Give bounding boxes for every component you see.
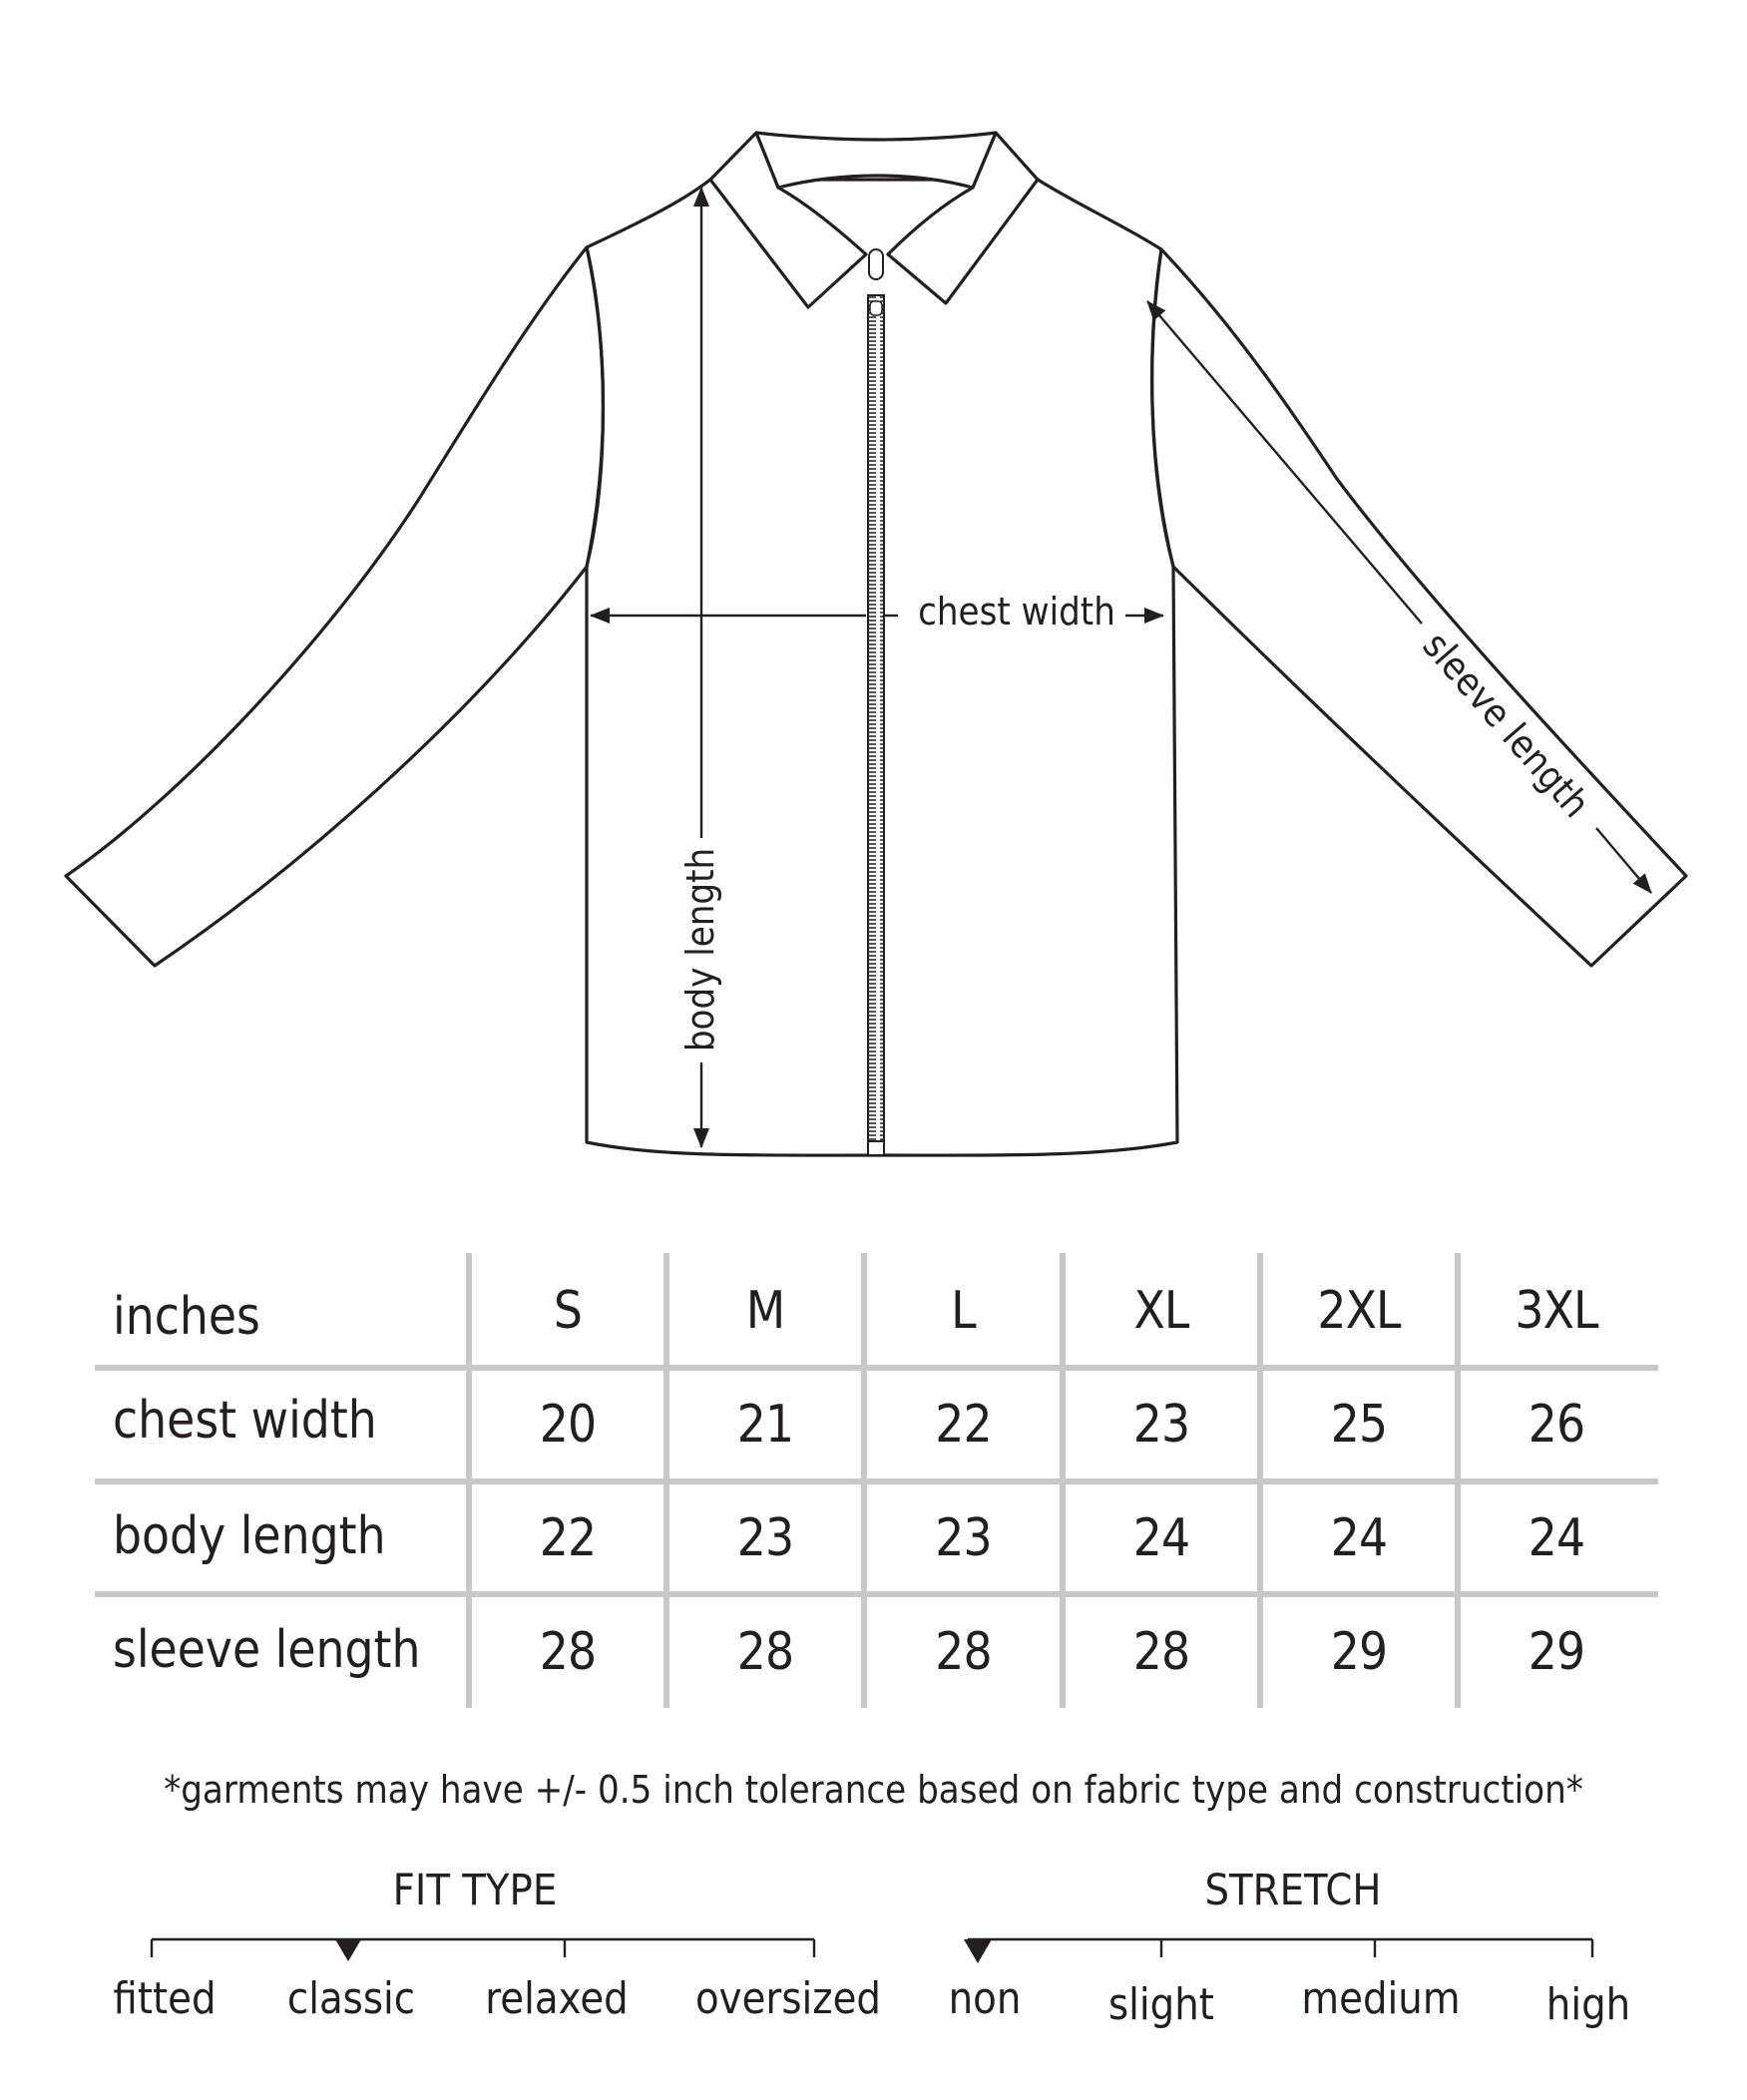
stretch-marker bbox=[964, 1939, 992, 1963]
size-header: 3XL bbox=[1515, 1281, 1598, 1341]
table-cell: 23 bbox=[935, 1508, 992, 1568]
stretch-option-high: high bbox=[1545, 1979, 1631, 2030]
table-cell: 29 bbox=[1330, 1622, 1388, 1682]
table-cell: 26 bbox=[1528, 1395, 1585, 1455]
right-sleeve bbox=[1150, 249, 1686, 966]
size-header: M bbox=[745, 1281, 785, 1341]
size-header: 2XL bbox=[1317, 1281, 1401, 1341]
stretch-option-non: non bbox=[948, 1973, 1022, 2024]
fit-type-scale bbox=[152, 1939, 814, 1957]
table-cell: 24 bbox=[1330, 1508, 1388, 1568]
size-header: XL bbox=[1133, 1281, 1189, 1341]
chest-width-label: chest width bbox=[918, 589, 1115, 634]
table-cell: 28 bbox=[935, 1622, 992, 1682]
table-cell: 20 bbox=[539, 1395, 597, 1455]
table-cell: 29 bbox=[1528, 1622, 1585, 1682]
fit-type-marker bbox=[335, 1939, 361, 1961]
unit-header: inches bbox=[113, 1287, 260, 1347]
left-sleeve bbox=[66, 247, 604, 966]
size-header: L bbox=[951, 1281, 976, 1341]
table-cell: 25 bbox=[1330, 1395, 1388, 1455]
table-cell: 24 bbox=[1132, 1508, 1190, 1568]
row-label-sleeve-length: sleeve length bbox=[113, 1620, 421, 1680]
table-cell: 24 bbox=[1528, 1508, 1585, 1568]
fit-option-relaxed: relaxed bbox=[485, 1973, 629, 2024]
table-cell: 28 bbox=[736, 1622, 794, 1682]
body-length-label: body length bbox=[677, 847, 723, 1052]
size-header: S bbox=[553, 1281, 583, 1341]
row-label-chest-width: chest width bbox=[113, 1391, 377, 1451]
table-cell: 21 bbox=[736, 1395, 794, 1455]
table-cell: 28 bbox=[539, 1622, 597, 1682]
sleeve-length-label: sleeve length bbox=[1414, 623, 1599, 827]
table-cell: 22 bbox=[539, 1508, 597, 1568]
fit-type-title: FIT TYPE bbox=[392, 1866, 558, 1915]
stretch-option-slight: slight bbox=[1107, 1979, 1214, 2030]
stretch-option-medium: medium bbox=[1301, 1973, 1461, 2024]
table-cell: 28 bbox=[1132, 1622, 1190, 1682]
stretch-title: STRETCH bbox=[1204, 1866, 1382, 1915]
zipper bbox=[868, 249, 884, 1155]
stretch-scale bbox=[968, 1939, 1592, 1957]
fit-option-classic: classic bbox=[286, 1973, 416, 2024]
table-cell: 22 bbox=[935, 1395, 992, 1455]
zipper-pull bbox=[869, 249, 883, 279]
row-label-body-length: body length bbox=[113, 1506, 386, 1566]
fit-option-fitted: fitted bbox=[113, 1973, 217, 2024]
fit-option-oversized: oversized bbox=[694, 1973, 882, 2024]
table-cell: 23 bbox=[736, 1508, 794, 1568]
table-cell: 23 bbox=[1132, 1395, 1190, 1455]
tolerance-note: *garments may have +/- 0.5 inch tolerance based on fabric type and construction* bbox=[164, 1768, 1583, 1812]
